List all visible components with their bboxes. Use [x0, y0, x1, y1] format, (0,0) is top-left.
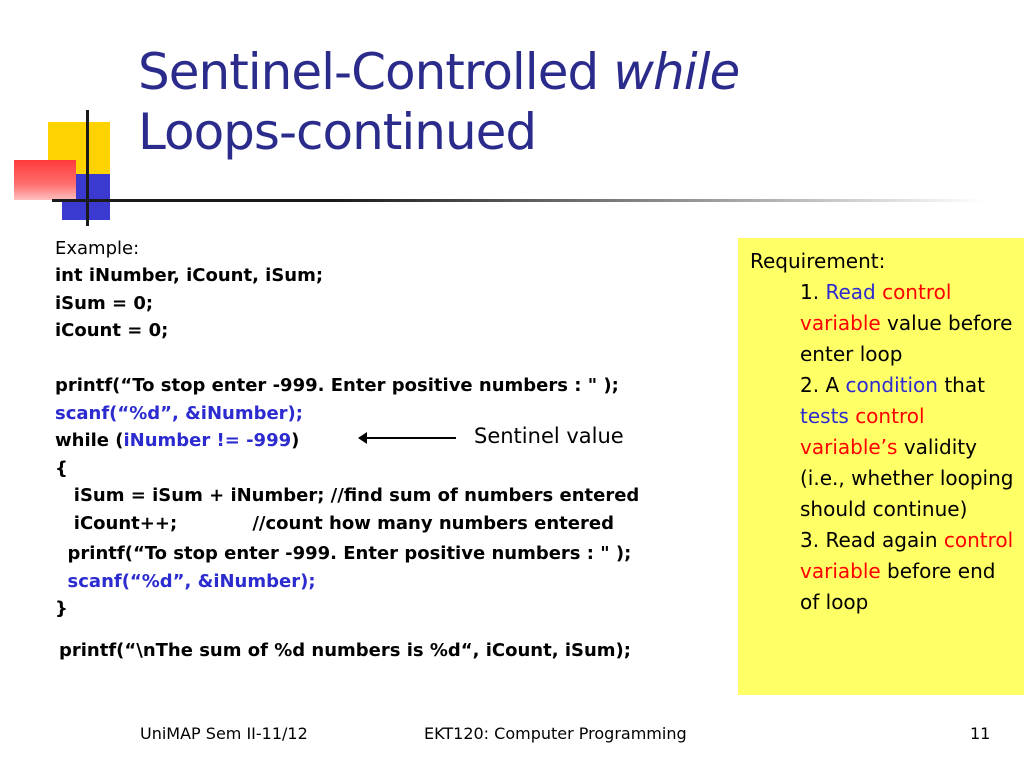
while-condition: iNumber != -999 — [123, 430, 292, 451]
code-line: iSum = iSum + iNumber; //find sum of numbers entered — [55, 485, 640, 506]
code-line-scanf: scanf(“%d”, &iNumber); — [55, 403, 303, 424]
requirement-heading: Requirement: — [750, 249, 886, 273]
sentinel-arrow-icon — [360, 437, 456, 439]
requirement-item-2: 2. A condition that tests control variable’s validity (i.e., whether looping should continue) — [800, 373, 1014, 521]
slide-title — [138, 42, 998, 162]
code-line: iCount = 0; — [55, 320, 169, 341]
code-line-final-printf: printf(“\nThe sum of %d numbers is %d“, iCount, iSum); — [59, 640, 631, 661]
logo-vertical-line — [86, 110, 89, 226]
code-line: } — [55, 598, 68, 619]
sentinel-label: Sentinel value — [474, 424, 624, 448]
title-underline — [52, 199, 984, 202]
requirement-item-3: 3. Read again control variable before end of loop — [800, 528, 1014, 614]
title-line-1 — [138, 42, 998, 102]
footer-course-session: UniMAP Sem II-11/12 — [140, 724, 308, 743]
requirement-list — [800, 277, 1018, 618]
while-keyword: while ( — [55, 430, 124, 451]
while-close: ) — [291, 430, 300, 451]
logo-red-bar — [14, 160, 76, 200]
code-line: { — [55, 458, 68, 479]
code-line: iSum = 0; — [55, 293, 154, 314]
title-line-2: Loops-continued — [138, 103, 537, 161]
code-line: iCount++; //count how many numbers entered — [55, 513, 614, 534]
footer-page-number: 11 — [970, 724, 991, 743]
requirement-box — [738, 238, 1024, 695]
title-keyword: while — [613, 43, 740, 101]
example-label: Example: — [55, 238, 140, 259]
title-text: Sentinel-Controlled — [138, 43, 599, 101]
requirement-item-1: 1. Read control variable value before enter loop — [800, 280, 1013, 366]
code-line: printf(“To stop enter -999. Enter positive numbers : " ); — [55, 375, 619, 396]
code-line: printf(“To stop enter -999. Enter positive numbers : " ); — [55, 543, 632, 564]
footer-course-title: EKT120: Computer Programming — [424, 724, 687, 743]
code-line-scanf: scanf(“%d”, &iNumber); — [55, 571, 316, 592]
code-line-while — [55, 430, 299, 451]
code-line: int iNumber, iCount, iSum; — [55, 265, 324, 286]
